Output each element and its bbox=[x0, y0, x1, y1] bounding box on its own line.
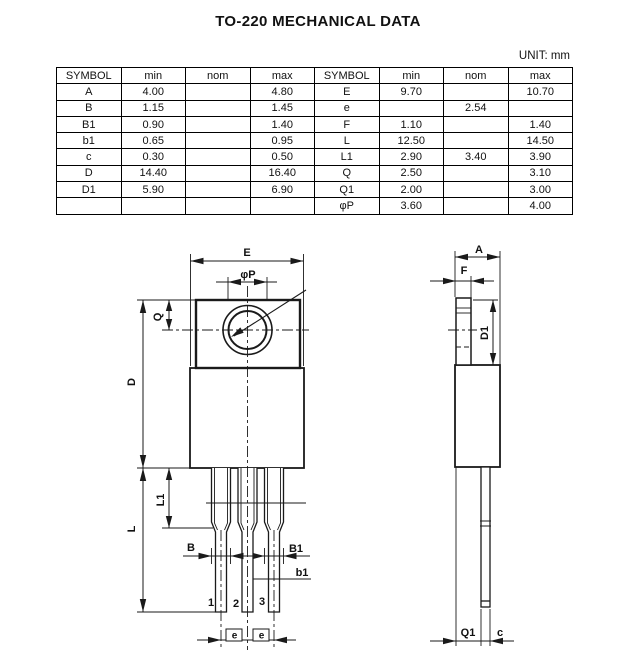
table-cell: 1.40 bbox=[508, 116, 573, 132]
table-cell: Q bbox=[315, 165, 380, 181]
side-body-outline bbox=[455, 365, 500, 467]
table-cell: 4.80 bbox=[250, 84, 315, 100]
table-cell: c bbox=[57, 149, 122, 165]
dim-label-c: c bbox=[496, 627, 504, 639]
table-cell: e bbox=[315, 100, 380, 116]
col-header: min bbox=[379, 68, 444, 84]
table-cell: 0.95 bbox=[250, 133, 315, 149]
pin-number-2: 2 bbox=[232, 598, 240, 610]
dim-label-D1: D1 bbox=[479, 325, 491, 341]
col-header: SYMBOL bbox=[315, 68, 380, 84]
pin-number-1: 1 bbox=[207, 597, 215, 609]
table-cell: 3.40 bbox=[444, 149, 509, 165]
table-cell: 9.70 bbox=[379, 84, 444, 100]
table-cell: 1.15 bbox=[121, 100, 186, 116]
table-cell: L bbox=[315, 133, 380, 149]
table-cell: L1 bbox=[315, 149, 380, 165]
table-cell: φP bbox=[315, 198, 380, 214]
col-header: SYMBOL bbox=[57, 68, 122, 84]
table-cell: 0.30 bbox=[121, 149, 186, 165]
table-cell: 4.00 bbox=[121, 84, 186, 100]
table-cell: 1.40 bbox=[250, 116, 315, 132]
table-cell: 4.00 bbox=[508, 198, 573, 214]
dim-label-E: E bbox=[243, 247, 251, 259]
table-cell: 3.00 bbox=[508, 182, 573, 198]
page-title: TO-220 MECHANICAL DATA bbox=[215, 13, 421, 30]
table-cell: 1.45 bbox=[250, 100, 315, 116]
table-cell: 3.60 bbox=[379, 198, 444, 214]
dim-label-L1: L1 bbox=[155, 493, 167, 507]
pin-number-3: 3 bbox=[258, 596, 266, 608]
table-cell: F bbox=[315, 116, 380, 132]
table-cell: D1 bbox=[57, 182, 122, 198]
dim-label-F: F bbox=[460, 265, 468, 277]
table-cell: 14.40 bbox=[121, 165, 186, 181]
col-header: min bbox=[121, 68, 186, 84]
dim-label-e: e bbox=[231, 630, 238, 642]
dim-label-b1: b1 bbox=[295, 567, 309, 579]
front-view-drawing bbox=[126, 247, 311, 650]
dim-label-Q: Q bbox=[152, 312, 164, 322]
dim-label-L: L bbox=[126, 525, 138, 533]
table-cell: 0.65 bbox=[121, 133, 186, 149]
side-lead-outline bbox=[481, 467, 490, 607]
side-view-drawing bbox=[430, 244, 514, 646]
dim-label-Q1: Q1 bbox=[460, 627, 476, 639]
col-header: nom bbox=[186, 68, 251, 84]
table-cell: B bbox=[57, 100, 122, 116]
col-header: max bbox=[250, 68, 315, 84]
col-header: max bbox=[508, 68, 573, 84]
table-cell: 3.10 bbox=[508, 165, 573, 181]
table-cell: b1 bbox=[57, 133, 122, 149]
table-cell: 12.50 bbox=[379, 133, 444, 149]
table-cell: A bbox=[57, 84, 122, 100]
table-cell: 0.50 bbox=[250, 149, 315, 165]
table-cell: 2.00 bbox=[379, 182, 444, 198]
unit-note: UNIT: mm bbox=[518, 50, 570, 62]
table-cell: 2.90 bbox=[379, 149, 444, 165]
table-cell: E bbox=[315, 84, 380, 100]
dim-label-A: A bbox=[475, 244, 483, 256]
table-cell: 1.10 bbox=[379, 116, 444, 132]
table-cell: 6.90 bbox=[250, 182, 315, 198]
dim-label-B1: B1 bbox=[288, 543, 304, 555]
table-cell: 16.40 bbox=[250, 165, 315, 181]
col-header: nom bbox=[444, 68, 509, 84]
table-cell: 2.54 bbox=[444, 100, 509, 116]
front-body-outline bbox=[190, 368, 304, 468]
table-cell: 10.70 bbox=[508, 84, 573, 100]
table-cell: 0.90 bbox=[121, 116, 186, 132]
table-cell: 14.50 bbox=[508, 133, 573, 149]
table-cell: 5.90 bbox=[121, 182, 186, 198]
dim-label-D: D bbox=[126, 378, 138, 386]
table-cell: Q1 bbox=[315, 182, 380, 198]
dim-label-B: B bbox=[187, 542, 195, 554]
table-cell: D bbox=[57, 165, 122, 181]
table-cell: 3.90 bbox=[508, 149, 573, 165]
dim-label-phiP: φP bbox=[240, 269, 256, 281]
dim-label-e: e bbox=[258, 630, 265, 642]
table-cell: B1 bbox=[57, 116, 122, 132]
table-cell: 2.50 bbox=[379, 165, 444, 181]
